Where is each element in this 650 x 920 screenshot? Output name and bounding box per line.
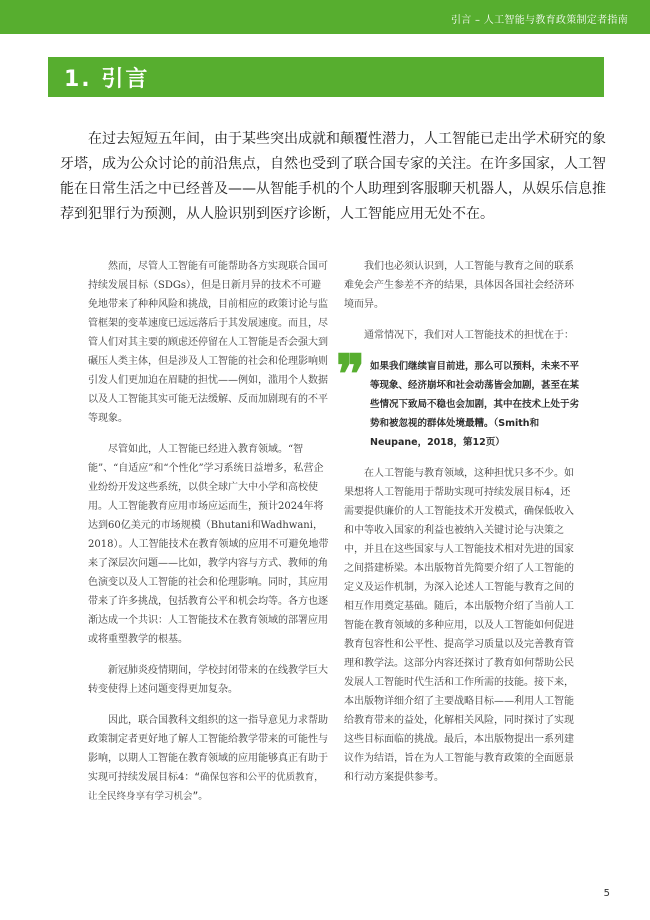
pull-quote (336, 342, 580, 452)
left-paragraph-4 (88, 711, 330, 806)
running-head: 引言 – 人工智能与教育政策制定者指南 (450, 15, 628, 26)
header-bar (0, 0, 650, 34)
page-number: 5 (603, 888, 610, 899)
quote-mark-icon: ❞ (336, 342, 366, 406)
right-paragraph-1: 我们也必须认识到，人工智能与教育之间的联系难免会产生参差不齐的结果，具体因各国社会经济环境而异。 (344, 261, 574, 310)
left-paragraph-3: 新冠肺炎疫情期间，学校封闭带来的在线教学巨大转变使得上述问题变得更加复杂。 (88, 665, 328, 695)
section-title: 1. 引言 (64, 67, 150, 92)
left-column (88, 257, 330, 818)
right-column (336, 257, 580, 799)
pull-quote-text: 如果我们继续盲目前进，那么可以预料，未来不平等现象、经济崩坏和社会动荡皆会加剧，甚至在某些情况下致局不稳也会加剧，其中在技术上处于劣势和被忽视的群体处境最糟。 (370, 361, 580, 429)
left-paragraph-1: 然而，尽管人工智能有可能帮助各方实现联合国可持续发展目标（SDGs），但是日新月异的技术不可避免地带来了种种风险和挑战，目前相应的政策讨论与监管框架的变革速度已远远落后于其发展速度。而且，尽管人们对其主要的顾虑还停留在人工智能是否会强大到碾压人类主体，但是涉及人工智能的社会和伦理影响则引发人们更加迫在眉睫的担忧——例如，滥用个人数据以及人工智能其实可能无法缓解、反而加剧现有的不平等现象。 (88, 261, 328, 424)
left-paragraph-4-text: 因此，联合国教科文组织的这一指导意见力求帮助政策制定者更好地了解人工智能给教学带来的可能性与影响，以期人工智能在教育领域的应用能够真正有助于实现可持续发展目标4： (88, 715, 328, 783)
left-paragraph-2: 尽管如此，人工智能已经进入教育领域。“智能”、“自适应”和“个性化”学习系统日益增多，私营企业纷纷开发这些系统，以供全球广大中小学和高校使用。人工智能教育应用市场应运而生，预计2024年将达到60亿美元的市场规模（Bhutani和Wadhwani，2018）。人工智能技术在教育领域的应用不可避免地带来了深层次问题——比如，教学内容与方式、教师的角色演变以及人工智能的社会和伦理影响。同时，其应用带来了许多挑战，包括教育公平和机会均等。各方也逐渐达成一个共识：人工智能技术在教育领域的部署应用或将重塑教学的根基。 (88, 444, 329, 645)
sdg4-quote: “确保包容和公平的优质教育，让全民终身享有学习机会”。 (88, 772, 324, 802)
section-title-band (48, 57, 604, 97)
lead-paragraph: 在过去短短五年间，由于某些突出成就和颠覆性潜力，人工智能已走出学术研究的象牙塔，成为公众讨论的前沿焦点，自然也受到了联合国专家的关注。在许多国家，人工智能在日常生活之中已经普及——从智能手机的个人助理到客服聊天机器人，从娱乐信息推荐到犯罪行为预测，从人脸识别到医疗诊断，人工智能应用无处不在。 (60, 131, 606, 222)
pull-quote-citation: （Smith和Neupane，2018，第12页） (370, 418, 540, 448)
right-paragraph-2: 通常情况下，我们对人工智能技术的担忧在于： (364, 330, 574, 341)
right-paragraph-3: 在人工智能与教育领域，这种担忧只多不少。如果想将人工智能用于帮助实现可持续发展目标4，还需要提供廉价的人工智能技术开发模式，确保低收入和中等收入国家的利益也被纳入关键讨论与决策之中，并且在这些国家与人工智能技术相对先进的国家之间搭建桥梁。本出版物首先简要介绍了人工智能的定义及运作机制，为深入论述人工智能与教育之间的相互作用奠定基础。随后，本出版物介绍了当前人工智能在教育领域的多种应用，以及人工智能如何促进教育包容性和公平性、提高学习质量以及完善教育管理和教学法。这部分内容还探讨了教育如何帮助公民发展人工智能时代生活和工作所需的技能。接下来，本出版物详细介绍了主要战略目标——利用人工智能给教育带来的益处，化解相关风险，同时探讨了实现这些目标面临的挑战。最后，本出版物提出一系列建议作为结语，旨在为人工智能与教育政策的全面愿景和行动方案提供参考。 (344, 468, 574, 783)
